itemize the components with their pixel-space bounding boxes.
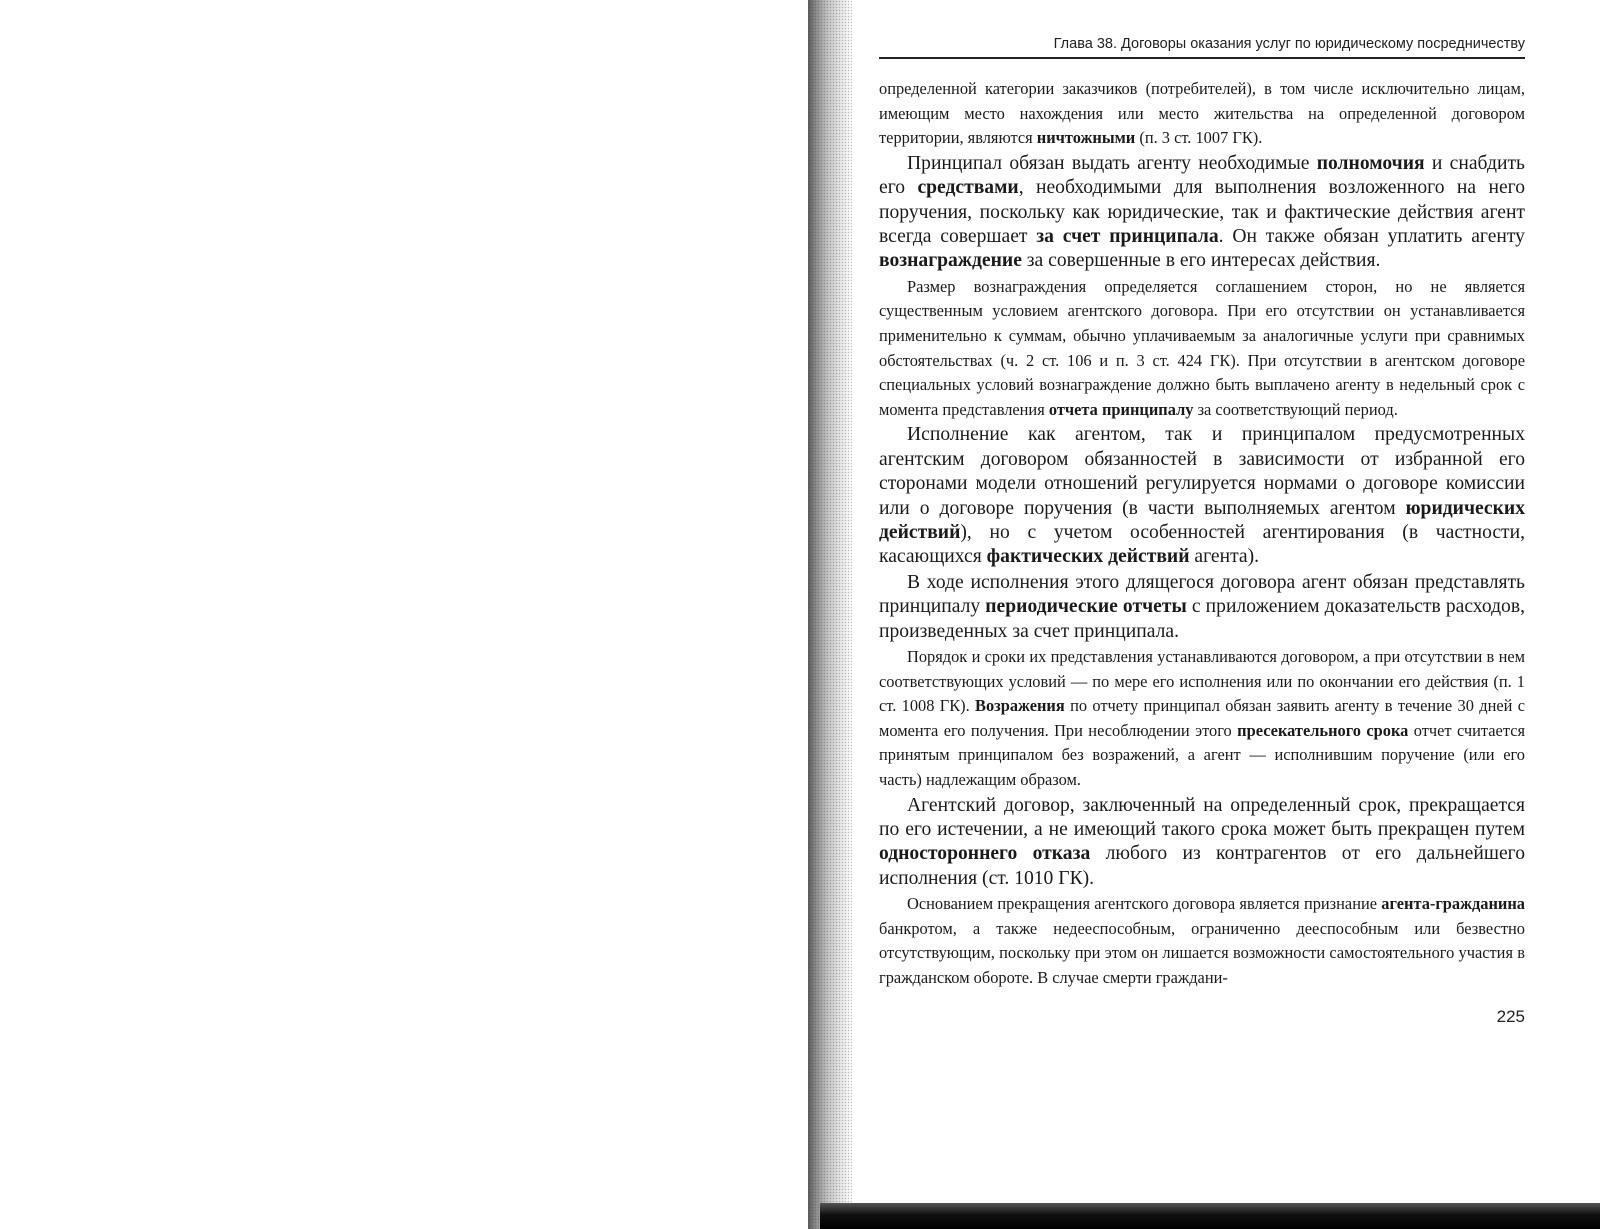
- text-run: за соответствующий период.: [1193, 399, 1398, 419]
- text-run: банкротом, а также недееспособным, ограниченно дееспособным или безвестно отсутствующим, поскольку при этом он лишается возможности самостоятельного участия в гражданском обороте. В случае смерти граждани-: [879, 918, 1525, 987]
- text-run: ), но с учетом особенностей агентирования (в частности, касающихся: [879, 522, 1525, 568]
- paragraph-5: [879, 571, 1525, 644]
- text-run: В ходе исполнения этого длящегося договора агент обязан представлять принципалу: [879, 571, 1525, 618]
- text-run: Агентский договор, заключенный на определенный срок, прекращается по его истечении, а не имеющий такого срока может быть прекращен путем: [879, 794, 1525, 840]
- bold-term: ничтожными: [1036, 128, 1136, 148]
- book-page: [879, 36, 1525, 1027]
- text-run: Размер вознаграждения определяется соглашением сторон, но не является существенным условием агентского договора. При его отсутствии он устанавливается применительно к суммам, обычно уплачиваемым за аналогичные услуги при сравнимых обстоятельствах (ч. 2 ст. 106 и п. 3 ст. 424 ГК). При отсутствии в агентском договоре специальных условий вознаграждение должно быть выплачено агенту в недельный срок с момента представления: [879, 276, 1525, 419]
- text-run: Основанием прекращения агентского договора является признание: [907, 894, 1382, 914]
- paragraph-2: [879, 152, 1525, 274]
- bold-term: пресекательного срока: [1237, 720, 1409, 740]
- bold-term: отчета принципалу: [1048, 399, 1194, 419]
- text-run: за совершенные в его интересах действия.: [1021, 250, 1381, 272]
- bold-term: за счет принципала: [1036, 226, 1219, 247]
- page-bottom-edge-shadow: [820, 1203, 1600, 1229]
- bold-term: вознаграждение: [879, 250, 1022, 272]
- bold-term: полномочия: [1316, 152, 1425, 174]
- text-run: . Он также обязан уплатить агенту: [1218, 226, 1525, 247]
- text-run: любого из контрагентов от его дальнейшего исполнения (ст. 1010 ГК).: [879, 843, 1525, 889]
- paragraph-8: [879, 892, 1525, 990]
- page-number: 225: [1496, 1006, 1525, 1026]
- paragraph-4: [879, 423, 1525, 569]
- text-run: (п. 3 ст. 1007 ГК).: [1135, 128, 1263, 148]
- bold-term: Возражения: [975, 696, 1065, 716]
- bold-term: одностороннего отказа: [879, 843, 1091, 865]
- bold-term: фактических действий: [986, 546, 1190, 568]
- paragraph-3: [879, 275, 1525, 423]
- bold-term: периодические отчеты: [985, 596, 1187, 618]
- bold-term: юридических действий: [879, 497, 1525, 543]
- book-spine-texture: [808, 0, 852, 1229]
- text-run: , необходимыми для выполнения возложенного на него поручения, поскольку как юридические, так и фактические действия агент всегда совершает: [879, 177, 1525, 247]
- paragraph-1: [879, 77, 1525, 151]
- text-run: Порядок и сроки их представления устанавливаются договором, а при отсутствии в нем соответствующих условий — по мере его исполнения или по окончании его действия (п. 1 ст. 1008 ГК).: [879, 647, 1525, 716]
- paragraph-6: [879, 645, 1525, 793]
- text-run: определенной категории заказчиков (потребителей), в том числе исключительно лицам, имеющим место нахождения или место жительства на определенной договором территории, являются: [879, 79, 1525, 148]
- text-run: отчет считается принятым принципалом без возражений, а агент — исполнившим поручение (или его часть) надлежащим образом.: [879, 720, 1526, 789]
- text-run: Принципал обязан выдать агенту необходимые: [907, 152, 1317, 174]
- text-run: и снабдить его: [879, 152, 1525, 199]
- running-head: Глава 38. Договоры оказания услуг по юридическому посредничеству: [879, 36, 1525, 59]
- bold-term: агента-гражданина: [1381, 894, 1525, 914]
- text-run: с приложением доказательств расходов, произведенных за счет принципала.: [879, 596, 1525, 642]
- paragraph-7: [879, 794, 1525, 892]
- bold-term: средствами: [917, 177, 1019, 199]
- text-run: агента).: [1189, 546, 1259, 568]
- text-run: Исполнение как агентом, так и принципалом предусмотренных агентским договором обязанностей в зависимости от избранной его сторонами модели отношений регулируется нормами о договоре комиссии или о договоре поручения (в части выполняемых агентом: [879, 424, 1525, 519]
- body-text: [879, 77, 1525, 991]
- text-run: по отчету принципал обязан заявить агенту в течение 30 дней с момента его получения. При несоблюдении этого: [879, 696, 1525, 740]
